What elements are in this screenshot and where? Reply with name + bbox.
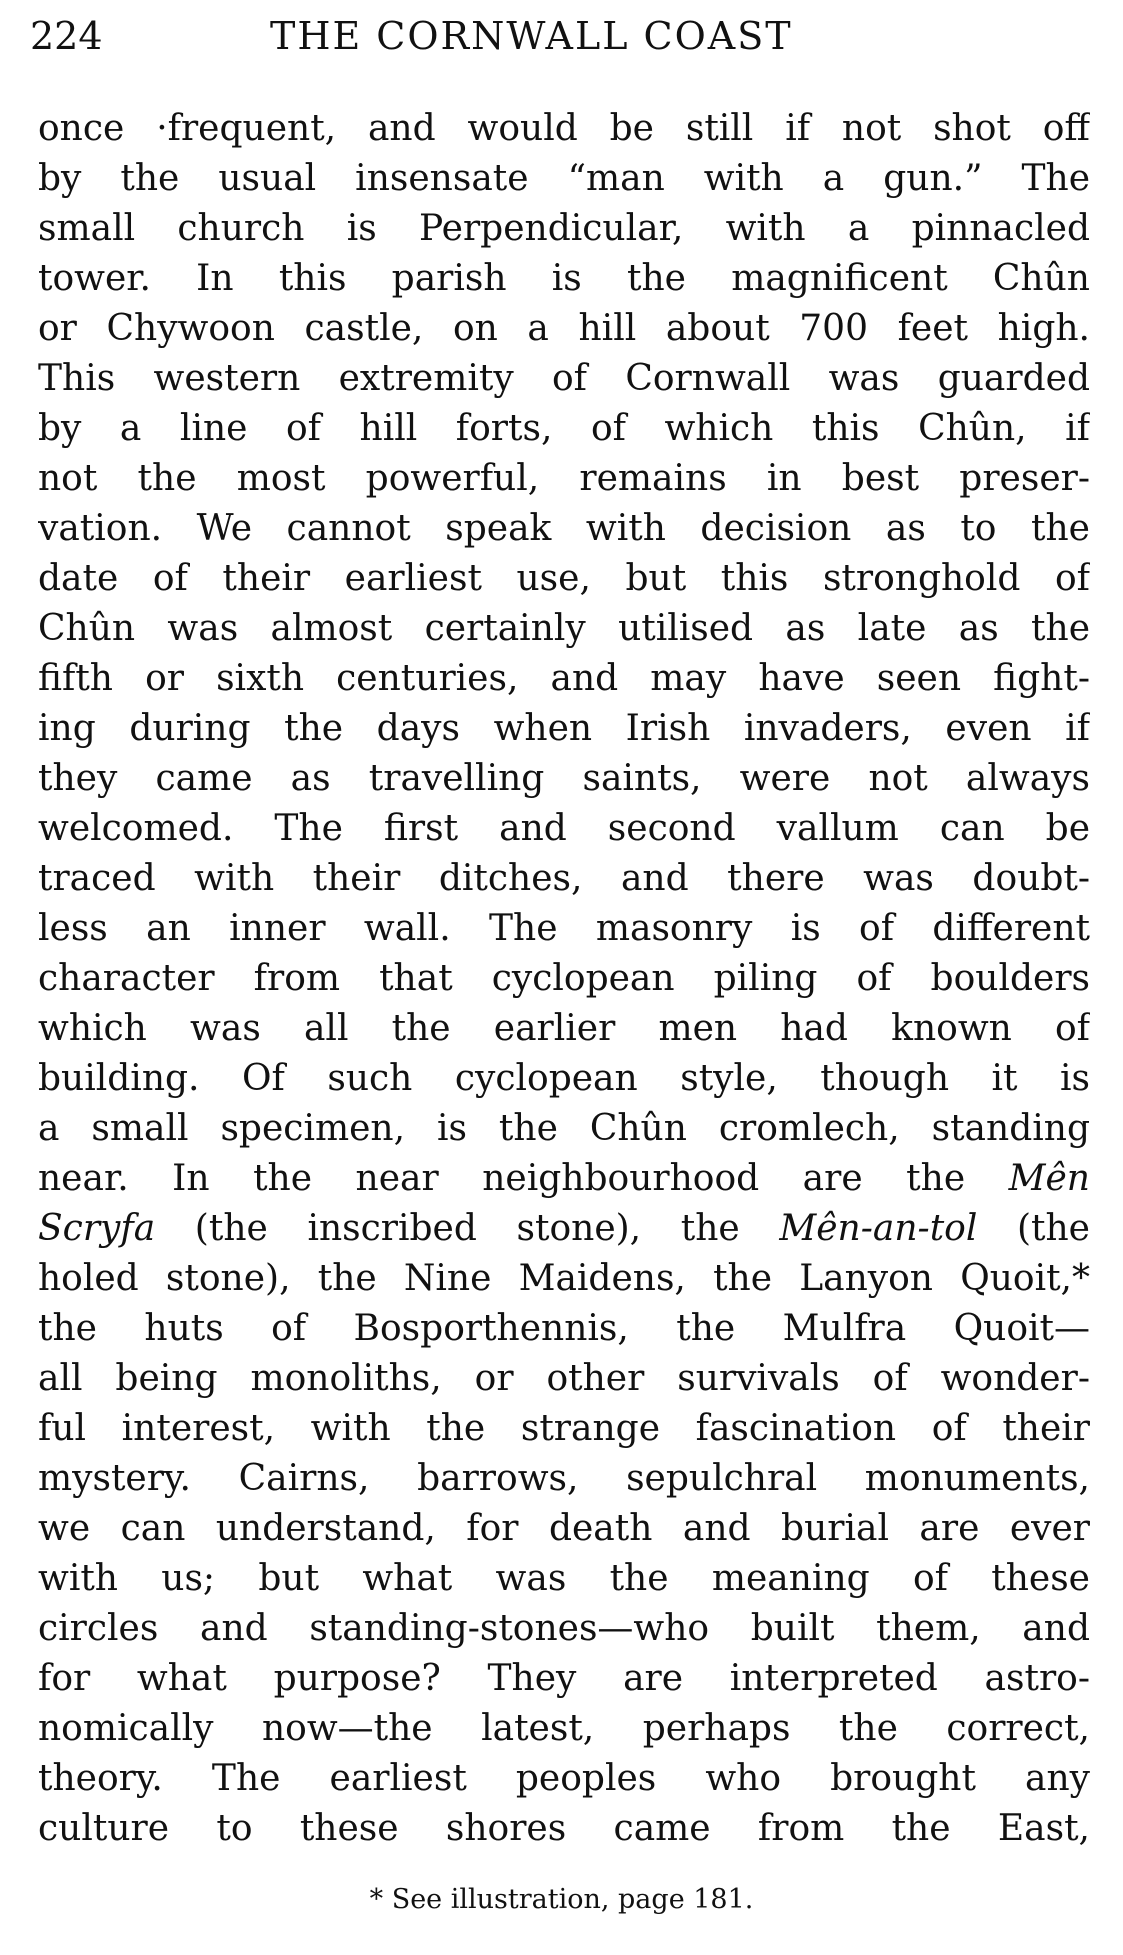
text-line: by the usual insensate “man with a gun.” The [38,158,1090,199]
text-line: they came as travelling saints, were not always [38,758,1090,799]
text-run: (the [977,1208,1090,1249]
text-line: or Chywoon castle, on a hill about 700 feet high. [38,308,1090,349]
text-line: the huts of Bosporthennis, the Mulfra Quoit— [38,1308,1090,1349]
text-line: tower. In this parish is the magnificent Chûn [38,258,1090,299]
running-head: THE CORNWALL COAST [270,14,793,58]
text-line: circles and standing-stones—who built them, and [38,1608,1090,1649]
text-line: small church is Perpendicular, with a pinnacled [38,208,1090,249]
italic-text: Scryfa [38,1208,156,1249]
text-line: holed stone), the Nine Maidens, the Lanyon Quoit,* [38,1258,1090,1299]
text-line: mystery. Cairns, barrows, sepulchral monuments, [38,1458,1090,1499]
text-line: This western extremity of Cornwall was guarded [38,358,1090,399]
text-line: theory. The earliest peoples who brought any [38,1758,1090,1799]
text-line: culture to these shores came from the East, [38,1808,1090,1849]
text-line: less an inner wall. The masonry is of different [38,908,1090,949]
text-line: which was all the earlier men had known of [38,1008,1090,1049]
text-line: Chûn was almost certainly utilised as late as the [38,608,1090,649]
text-line: with us; but what was the meaning of these [38,1558,1090,1599]
text-run: near. In the near neighbourhood are the [38,1158,1009,1199]
text-line: fifth or sixth centuries, and may have seen fight- [38,658,1090,699]
text-line: date of their earliest use, but this stronghold of [38,558,1090,599]
text-line: by a line of hill forts, of which this Chûn, if [38,408,1090,449]
text-line: a small specimen, is the Chûn cromlech, standing [38,1108,1090,1149]
text-line: welcomed. The first and second vallum can be [38,808,1090,849]
page-number: 224 [30,14,103,58]
text-line: once ·frequent, and would be still if not shot off [38,108,1090,149]
footnote: * See illustration, page 181. [369,1884,754,1915]
text-line: nomically now—the latest, perhaps the correct, [38,1708,1090,1749]
text-line-with-italic [38,1154,1090,1204]
text-line: ful interest, with the strange fascination of their [38,1408,1090,1449]
italic-text: Mên [1008,1158,1090,1199]
text-line: ing during the days when Irish invaders, even if [38,708,1090,749]
text-line: vation. We cannot speak with decision as to the [38,508,1090,549]
page-header [30,10,1090,62]
italic-text: Mên-an-tol [779,1208,978,1249]
text-line: traced with their ditches, and there was doubt- [38,858,1090,899]
text-line: all being monoliths, or other survivals of wonder- [38,1358,1090,1399]
body-text [38,104,1090,1854]
text-run: (the inscribed stone), the [155,1208,780,1249]
text-line: character from that cyclopean piling of boulders [38,958,1090,999]
text-line: we can understand, for death and burial are ever [38,1508,1090,1549]
text-line: not the most powerful, remains in best preser- [38,458,1090,499]
text-line: for what purpose? They are interpreted astro- [38,1658,1090,1699]
text-line: building. Of such cyclopean style, though it is [38,1058,1090,1099]
text-line-with-italic [38,1204,1090,1254]
